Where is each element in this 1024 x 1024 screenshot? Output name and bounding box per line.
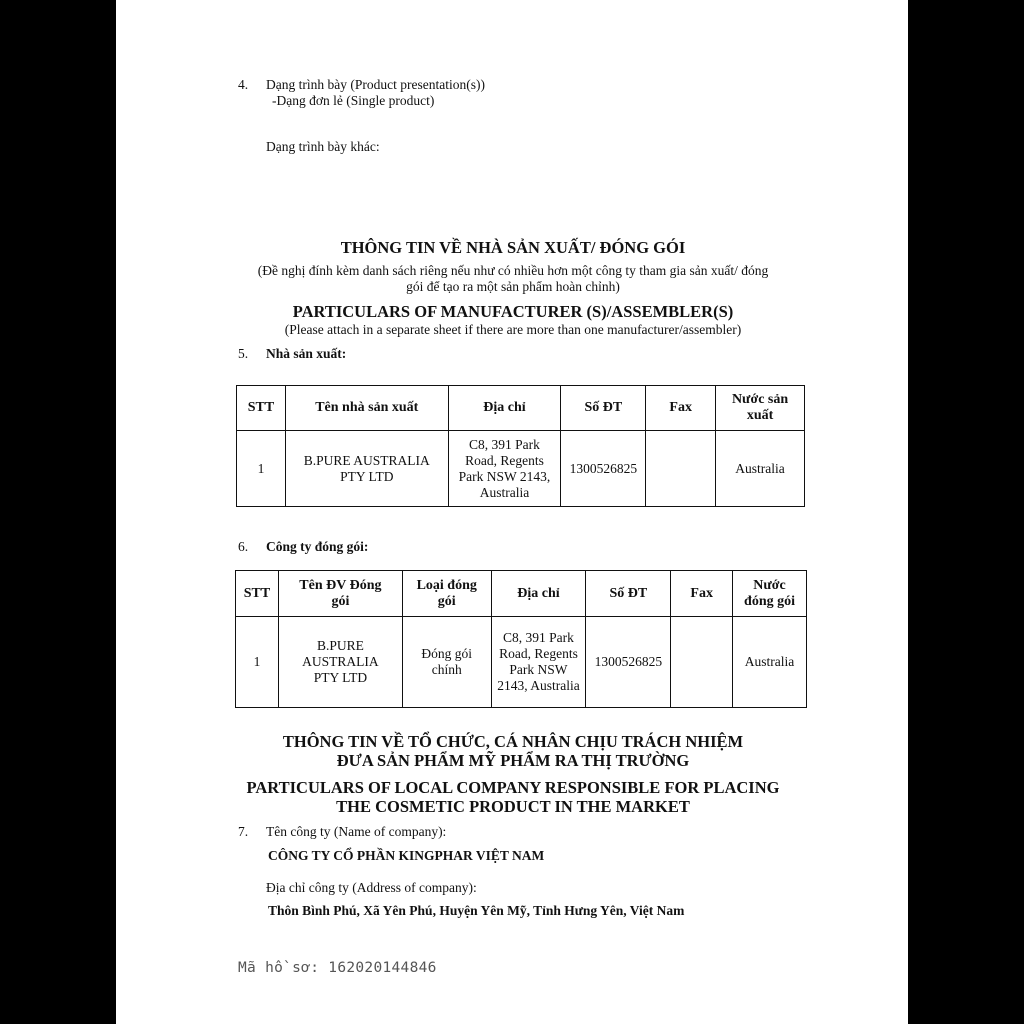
manufacturer-title-vi: THÔNG TIN VỀ NHÀ SẢN XUẤT/ ĐÓNG GÓI [340,238,686,257]
table-cell: 1 [237,431,286,507]
manufacturer-note-vi-2: gói để tạo ra một sản phẩm hoàn chỉnh) [406,279,620,294]
table-cell: C8, 391 Park Road, Regents Park NSW 2143, Australia [448,431,561,507]
table-cell: Australia [716,431,805,507]
table-cell: Đóng gói chính [402,617,491,708]
manufacturer-table [236,385,805,507]
table-header: Số ĐT [586,571,671,617]
section4-number: 4. [238,77,249,92]
table-cell [646,431,716,507]
table-header: Loại đóng gói [402,571,491,617]
right-white-strip [873,0,908,1024]
manufacturer-note-en: (Please attach in a separate sheet if there are more than one manufacturer/assembler) [284,322,742,337]
table-cell: 1300526825 [561,431,646,507]
local-title-en-1: PARTICULARS OF LOCAL COMPANY RESPONSIBLE FOR PLACING [246,778,780,797]
manufacturer-note-vi-1: (Đề nghị đính kèm danh sách riêng nếu như có nhiều hơn một công ty tham gia sản xuất/ đóng [257,263,769,278]
table-header: Số ĐT [561,386,646,431]
table-header: Fax [646,386,716,431]
table-header: Địa chỉ [448,386,561,431]
company-name-value: CÔNG TY CỔ PHẦN KINGPHAR VIỆT NAM [268,848,545,863]
section6-label: Công ty đóng gói: [266,539,369,554]
local-title-en-2: THE COSMETIC PRODUCT IN THE MARKET [336,797,690,816]
table-cell: 1 [236,617,279,708]
table-header: Fax [671,571,733,617]
table-header: Tên ĐV Đóng gói [278,571,402,617]
section4-option: -Dạng đơn lẻ (Single product) [272,93,435,108]
table-row [236,617,807,708]
table-cell: Australia [733,617,807,708]
table-cell: B.PURE AUSTRALIA PTY LTD [278,617,402,708]
table-header: STT [237,386,286,431]
section4-other: Dạng trình bày khác: [266,139,380,154]
section6-number: 6. [238,539,249,554]
table-row [237,431,805,507]
dossier-code: Mã hồ sơ: 162020144846 [238,960,437,976]
section5-number: 5. [238,346,249,361]
local-title-vi-1: THÔNG TIN VỀ TỔ CHỨC, CÁ NHÂN CHỊU TRÁCH NHIỆM [282,732,744,751]
table-header: Nước đóng gói [733,571,807,617]
section5-label: Nhà sản xuất: [266,346,347,361]
left-white-strip [116,0,153,1024]
local-title-vi-2: ĐƯA SẢN PHẨM MỸ PHẨM RA THỊ TRƯỜNG [336,751,690,770]
table-cell: C8, 391 Park Road, Regents Park NSW 2143, Australia [491,617,586,708]
section4-title: Dạng trình bày (Product presentation(s)) [266,77,485,92]
manufacturer-title-en: PARTICULARS OF MANUFACTURER (S)/ASSEMBLER(S) [292,302,734,321]
table-cell: 1300526825 [586,617,671,708]
document-page [153,5,873,1024]
table-header: STT [236,571,279,617]
table-header: Nước sản xuất [716,386,805,431]
company-name-label: Tên công ty (Name of company): [266,824,447,839]
section7-number: 7. [238,824,249,839]
table-cell: B.PURE AUSTRALIA PTY LTD [285,431,448,507]
company-address-value: Thôn Bình Phú, Xã Yên Phú, Huyện Yên Mỹ, Tỉnh Hưng Yên, Việt Nam [268,903,685,918]
assembler-table [235,570,807,708]
table-header: Địa chỉ [491,571,586,617]
table-header: Tên nhà sản xuất [285,386,448,431]
company-address-label: Địa chỉ công ty (Address of company): [266,880,477,895]
table-cell [671,617,733,708]
